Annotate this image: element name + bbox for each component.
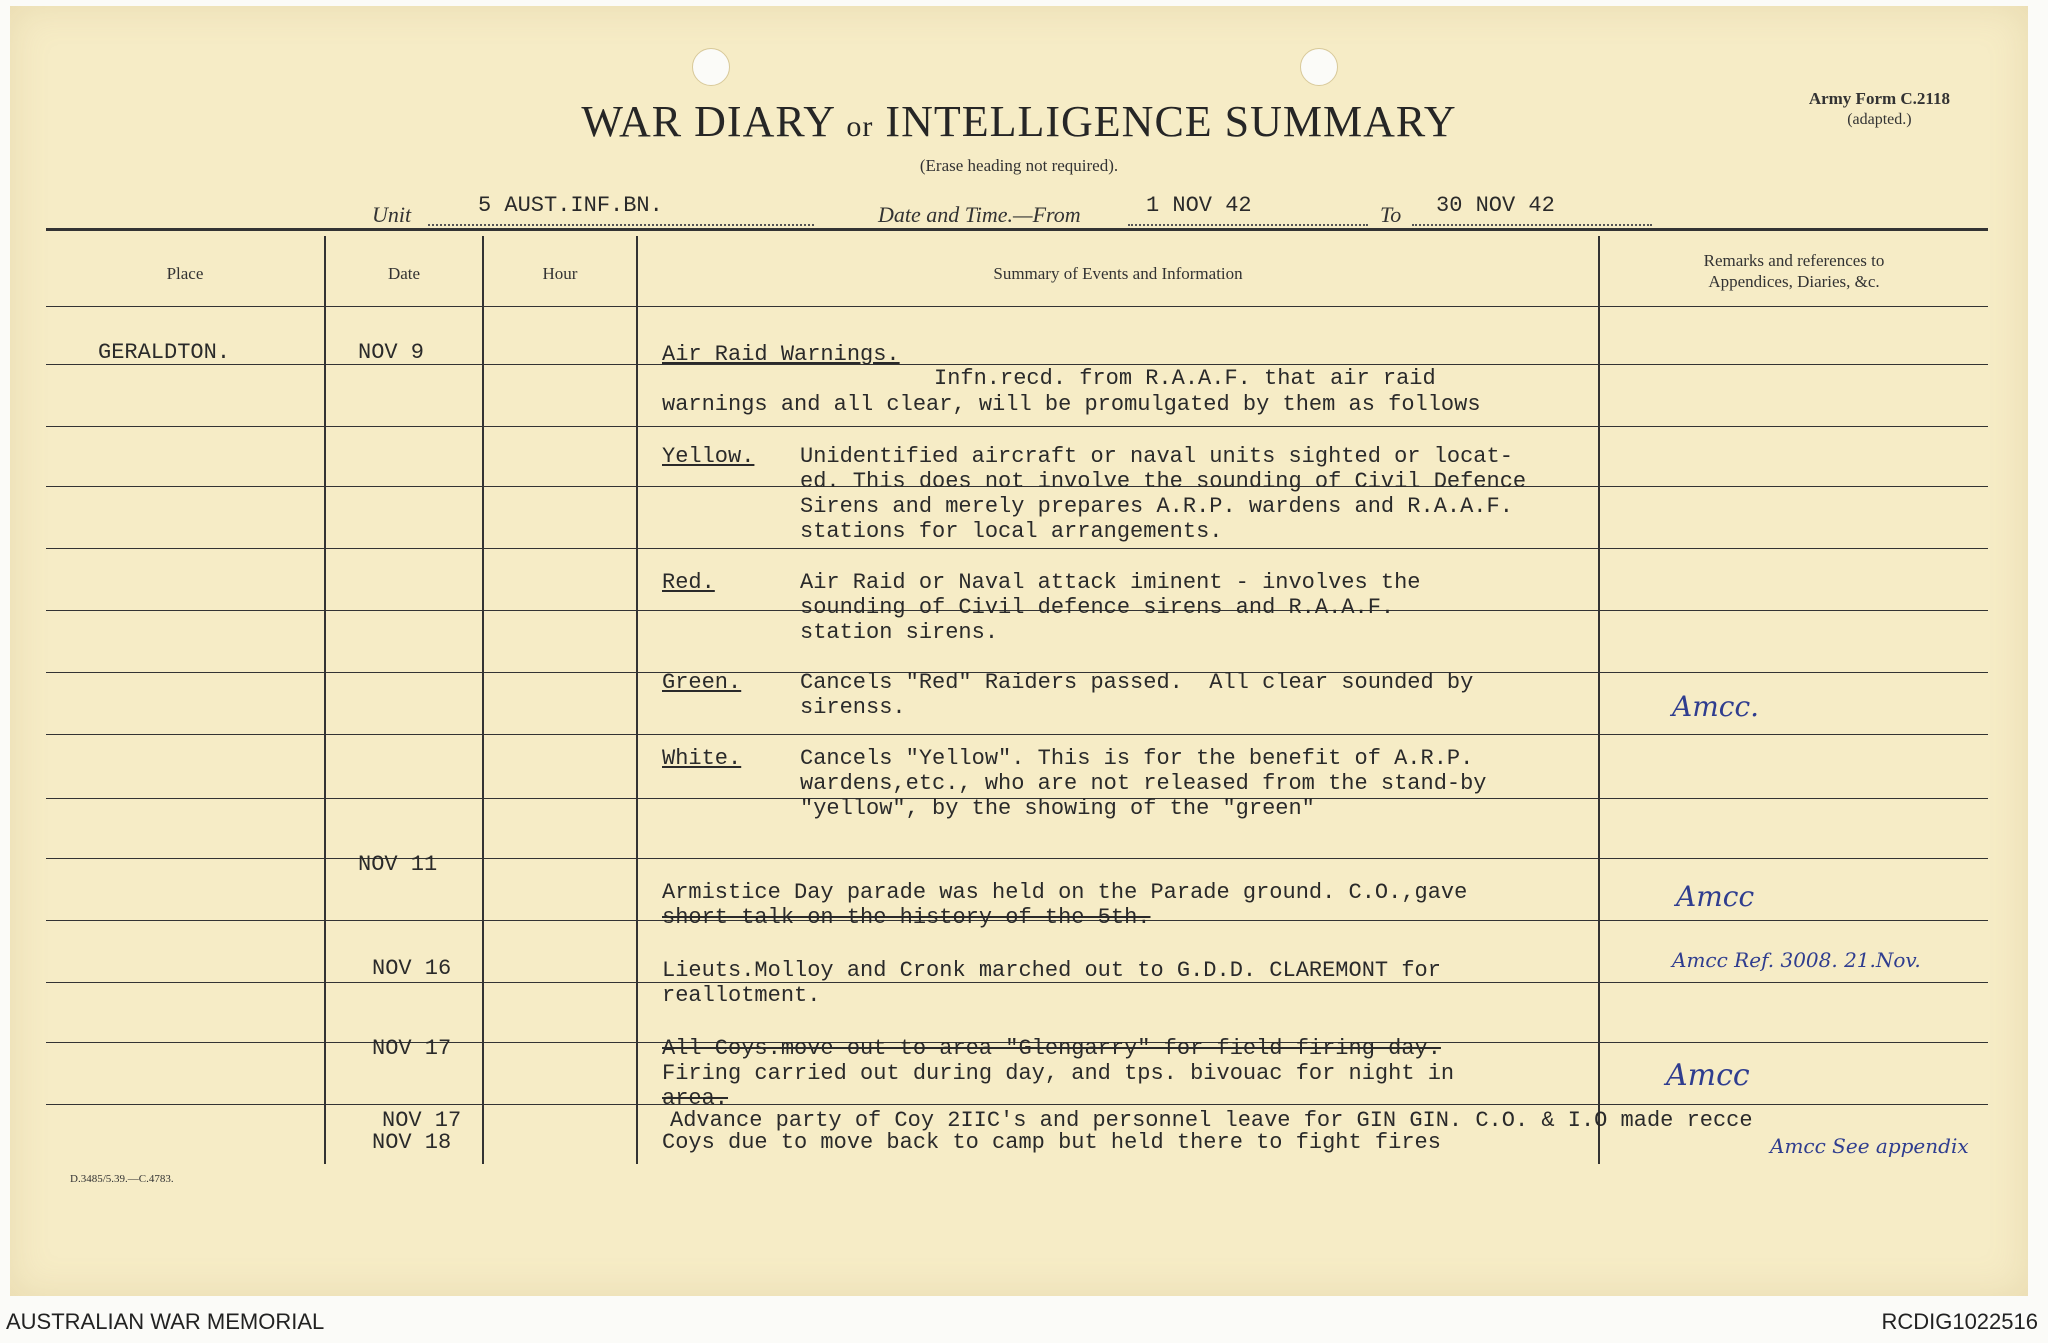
label-white: White. <box>662 746 742 771</box>
entry-line: reallotment. <box>662 983 821 1008</box>
date-nov-11: NOV 11 <box>358 852 438 877</box>
header-row-border <box>46 306 1988 307</box>
heading-air-raid-warnings: Air Raid Warnings. <box>662 342 900 367</box>
col-header-summary: Summary of Events and Information <box>993 264 1243 283</box>
row-rule <box>46 1104 1988 1105</box>
date-nov-17: NOV 17 <box>372 1036 452 1061</box>
title-or: or <box>846 110 874 143</box>
row-rule <box>46 364 1988 365</box>
to-label: To <box>1380 202 1402 227</box>
entry-line: short talk on the history of the 5th. <box>662 905 1151 930</box>
handwritten-initials: Amcc <box>1666 1058 1750 1093</box>
row-rule <box>46 858 1988 859</box>
form-title <box>10 96 2028 147</box>
entry-line: "yellow", by the showing of the "green" <box>800 796 1315 821</box>
unit-line <box>428 224 814 226</box>
punch-hole-left <box>692 48 730 86</box>
entry-line: Firing carried out during day, and tps. bivouac for night in <box>662 1061 1455 1086</box>
title-intelligence-summary: INTELLIGENCE SUMMARY <box>885 97 1457 146</box>
entry-line: All Coys.move out to area "Glengarry" for field firing day. <box>662 1036 1441 1061</box>
handwritten-see-appendix: Amcc See appendix <box>1770 1134 1969 1158</box>
entry-line: wardens,etc., who are not released from the stand-by <box>800 771 1487 796</box>
unit-value: 5 AUST.INF.BN. <box>478 193 663 218</box>
date-nov-9: NOV 9 <box>358 340 425 365</box>
handwritten-initials: Amcc. <box>1672 690 1760 723</box>
entry-line: Coys due to move back to camp but held there to fight fires <box>662 1130 1441 1155</box>
entry-line: warnings and all clear, will be promulgated by them as follows <box>662 392 1481 417</box>
archive-credit: AUSTRALIAN WAR MEMORIAL <box>6 1309 325 1334</box>
col-divider-summary <box>1598 236 1600 1164</box>
date-nov-16: NOV 16 <box>372 956 452 981</box>
punch-hole-right <box>1300 48 1338 86</box>
entry-line: sirenss. <box>800 695 906 720</box>
entry-line: Air Raid or Naval attack iminent - involves the <box>800 570 1421 595</box>
from-line <box>1128 224 1368 226</box>
table-top-border <box>46 228 1988 231</box>
army-form-number: Army Form C.2118 <box>1808 89 1950 108</box>
label-yellow: Yellow. <box>662 444 755 469</box>
form-subtitle: (Erase heading not required). <box>919 156 1119 175</box>
entry-line: Sirens and merely prepares A.R.P. wardens and R.A.A.F. <box>800 494 1513 519</box>
entry-line: Infn.recd. from R.A.A.F. that air raid <box>934 366 1436 391</box>
entry-line: ed. This does not involve the sounding of Civil Defence <box>800 469 1527 494</box>
handwritten-reference: Amcc Ref. 3008. 21.Nov. <box>1672 948 1921 972</box>
entry-line: area. <box>662 1086 729 1111</box>
from-value: 1 NOV 42 <box>1146 193 1252 218</box>
col-divider-hour <box>636 236 638 1164</box>
entry-line: stations for local arrangements. <box>800 519 1223 544</box>
col-header-remarks <box>1600 250 1988 292</box>
entry-line: station sirens. <box>800 620 999 645</box>
unit-label: Unit <box>372 202 412 227</box>
form-print-code: D.3485/5.39.—C.4783. <box>70 1173 174 1185</box>
col-header-hour: Hour <box>542 264 578 283</box>
entry-line: sounding of Civil defence sirens and R.A.A.F. <box>800 595 1395 620</box>
remarks-header-line-1: Remarks and references to <box>1703 251 1885 270</box>
handwritten-initials: Amcc <box>1676 880 1755 913</box>
date-nov-18: NOV 18 <box>372 1130 452 1155</box>
army-form-adapted: (adapted.) <box>1847 111 1912 128</box>
row-rule <box>46 734 1988 735</box>
col-divider-place <box>324 236 326 1164</box>
col-divider-date <box>482 236 484 1164</box>
col-header-place: Place <box>166 264 204 283</box>
to-value: 30 NOV 42 <box>1436 193 1555 218</box>
archive-id: RCDIG1022516 <box>1881 1309 2038 1334</box>
entry-line: Cancels "Yellow". This is for the benefit of A.R.P. <box>800 746 1474 771</box>
entry-line: Unidentified aircraft or naval units sighted or locat- <box>800 444 1513 469</box>
date-time-label: Date and Time.—From <box>878 202 1081 227</box>
row-rule <box>46 548 1988 549</box>
date-nov-17-b: NOV 17 <box>382 1108 462 1133</box>
entry-line: Lieuts.Molloy and Cronk marched out to G.D.D. CLAREMONT for <box>662 958 1441 983</box>
entry-line: Advance party of Coy 2IIC's and personnel leave for GIN GIN. C.O. & I.O made recce <box>670 1108 1753 1133</box>
army-form-ref <box>1809 88 1950 130</box>
col-header-date: Date <box>387 264 421 283</box>
diary-sheet <box>10 6 2028 1296</box>
row-rule <box>46 426 1988 427</box>
label-green: Green. <box>662 670 742 695</box>
title-war-diary: WAR DIARY <box>581 97 835 146</box>
place-geraldton: GERALDTON. <box>98 340 231 365</box>
label-red: Red. <box>662 570 715 595</box>
to-line <box>1412 224 1652 226</box>
entry-line: Cancels "Red" Raiders passed. All clear sounded by <box>800 670 1474 695</box>
remarks-header-line-2: Appendices, Diaries, &c. <box>1708 272 1880 291</box>
entry-line: Armistice Day parade was held on the Parade ground. C.O.,gave <box>662 880 1468 905</box>
